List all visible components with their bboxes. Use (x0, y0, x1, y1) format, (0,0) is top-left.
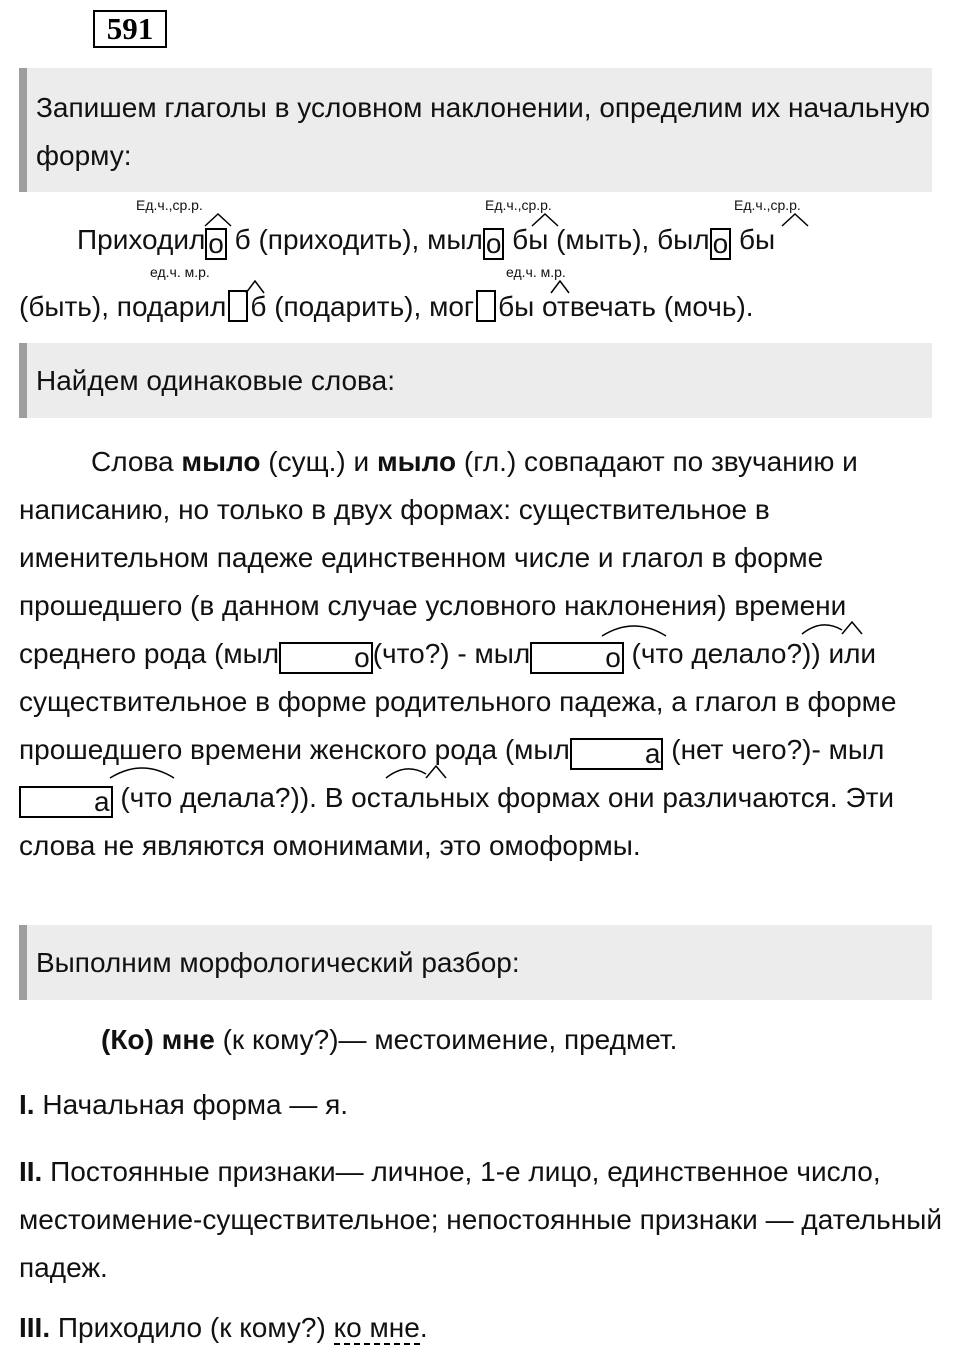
text: Начальная форма — я. (34, 1089, 349, 1120)
word-stem: Приходил (77, 224, 206, 255)
root-suffix-icon (800, 618, 864, 638)
ending-box: о (710, 228, 732, 260)
point-one (19, 1085, 348, 1125)
word-stem: мыл (427, 224, 483, 255)
example-stem: мыл (474, 638, 531, 669)
suffix-caret-icon (244, 279, 266, 295)
pronoun-line (101, 1020, 677, 1060)
text: (к кому?)— местоимение, предмет. (214, 1024, 678, 1055)
word-stem: мог (429, 291, 475, 322)
homonyms-paragraph (19, 438, 944, 870)
grammar-label: ед.ч. м.р. (506, 264, 566, 280)
text: (что?) - (372, 638, 475, 669)
ending-box: а (570, 738, 664, 770)
roman-numeral: III. (19, 1312, 51, 1343)
grammar-label: Ед.ч.,ср.р. (734, 197, 801, 213)
text: (гл.) совпадают по звучанию и написанию, но только в двух формах: существительное в именительном падеже единственном числе и глагол в форме прошедшего (в данном случае условного наклонения) времени среднего рода ( (19, 446, 858, 669)
text: . (419, 1312, 428, 1343)
text: (сущ.) и (260, 446, 377, 477)
text: бы отвечать (мочь). (498, 291, 754, 322)
ending-box: а (19, 786, 113, 818)
text: (быть), (19, 291, 117, 322)
ending-box: о (205, 228, 227, 260)
text: б (подарить), (250, 291, 430, 322)
point-two (19, 1148, 944, 1292)
task-number: 591 (93, 10, 167, 48)
suffix-caret-icon (530, 212, 560, 228)
suffix-caret-icon (203, 212, 233, 228)
text: (что делала?)). В остальных формах они различаются. Эти слова не являются омонимами, это омоформы. (19, 782, 895, 861)
stem-arc-icon (600, 620, 668, 638)
text: Приходило (к кому?) (50, 1312, 334, 1343)
underlined-phrase: ко мне (333, 1312, 420, 1343)
bold-word: (Ко) мне (101, 1024, 215, 1055)
text: (что делало?)) или существительное в форме родительного падежа, а глагол в форме прошедшего времени женского рода ( (19, 638, 897, 765)
root-suffix-icon (384, 762, 448, 782)
grammar-label: Ед.ч.,ср.р. (485, 197, 552, 213)
word-stem: подарил (116, 291, 227, 322)
empty-ending-box (476, 290, 496, 322)
bold-word: мыло (181, 446, 261, 477)
text: Слова (91, 446, 182, 477)
example-stem: мыл (514, 734, 570, 765)
example-stem: мыл (828, 734, 885, 765)
section-heading-morphology: Выполним морфологический разбор: (19, 925, 932, 1000)
roman-numeral: I. (19, 1089, 35, 1120)
suffix-caret-icon (780, 212, 810, 228)
verbs-line-1 (77, 220, 775, 260)
ending-box: о (483, 228, 505, 260)
text: бы (мыть), (504, 224, 658, 255)
text: бы (731, 224, 776, 255)
stem-arc-icon (108, 762, 176, 780)
text: Постоянные признаки— личное, 1-е лицо, единственное число, местоимение-существительное; непостоянные признаки — дательный падеж. (19, 1156, 942, 1283)
section-heading-same-words: Найдем одинаковые слова: (19, 343, 932, 418)
ending-box: о (530, 642, 624, 674)
point-three (19, 1308, 428, 1348)
roman-numeral: II. (19, 1156, 43, 1187)
ending-box: о (279, 642, 373, 674)
section-heading-conditional: Запишем глаголы в условном наклонении, определим их начальную форму: (19, 68, 932, 192)
bold-word: мыло (376, 446, 457, 477)
verbs-line-2 (19, 287, 754, 327)
example-stem: мыл (223, 638, 280, 669)
text: (нет чего?)- (663, 734, 829, 765)
grammar-label: Ед.ч.,ср.р. (136, 197, 203, 213)
word-stem: был (657, 224, 710, 255)
text: б (приходить), (226, 224, 428, 255)
grammar-label: ед.ч. м.р. (150, 264, 210, 280)
suffix-caret-icon (549, 279, 571, 295)
